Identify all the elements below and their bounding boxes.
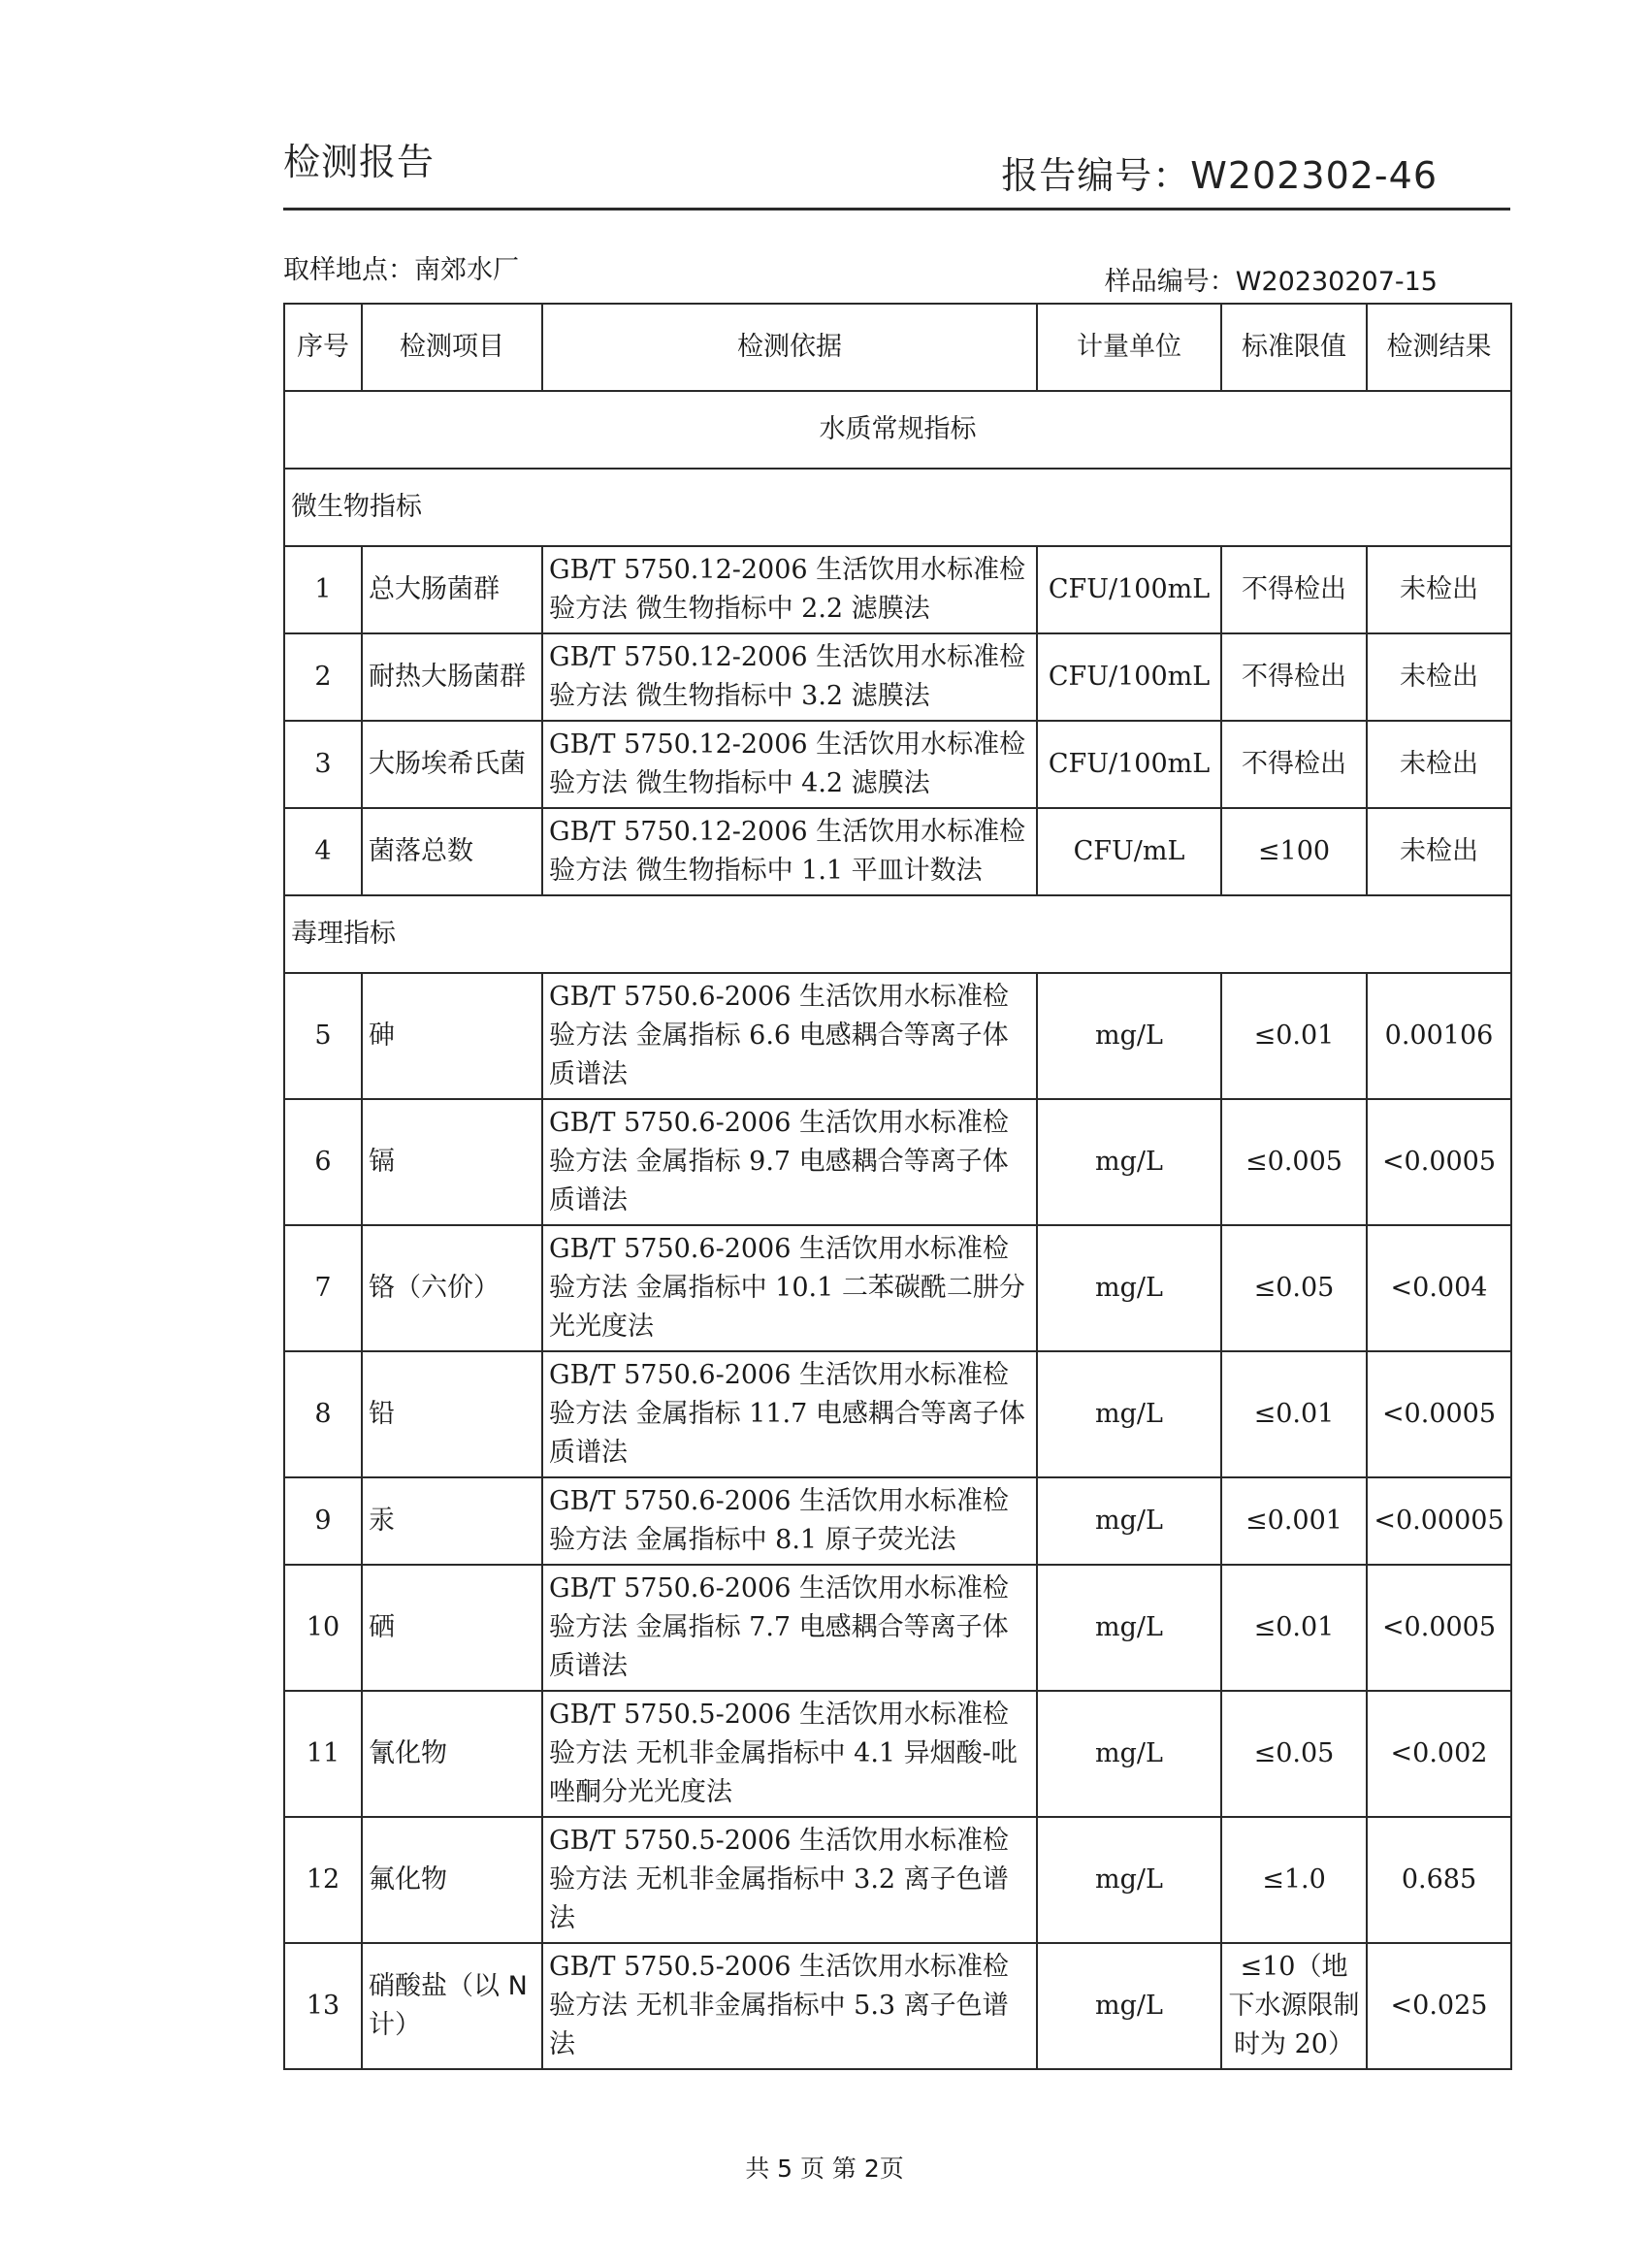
row-number: 13 (284, 1943, 362, 2069)
row-basis: GB/T 5750.5-2006 生活饮用水标准检验方法 无机非金属指标中 3.2 离子色谱法 (542, 1817, 1037, 1943)
row-limit: 不得检出 (1221, 633, 1367, 721)
row-item: 硒 (362, 1565, 542, 1691)
table-row (284, 1943, 1511, 2069)
row-number: 2 (284, 633, 362, 721)
row-limit: ≤0.05 (1221, 1225, 1367, 1351)
row-number: 9 (284, 1477, 362, 1565)
table-row (284, 808, 1511, 895)
row-result: 未检出 (1367, 633, 1511, 721)
table-row (284, 1565, 1511, 1691)
row-limit: ≤0.001 (1221, 1477, 1367, 1565)
row-limit: 不得检出 (1221, 721, 1367, 808)
row-limit: ≤1.0 (1221, 1817, 1367, 1943)
row-item: 铬（六价） (362, 1225, 542, 1351)
row-unit: mg/L (1037, 1943, 1221, 2069)
row-unit: mg/L (1037, 1225, 1221, 1351)
row-basis: GB/T 5750.6-2006 生活饮用水标准检验方法 金属指标 7.7 电感耦合等离子体质谱法 (542, 1565, 1037, 1691)
row-limit: ≤0.05 (1221, 1691, 1367, 1817)
row-number: 12 (284, 1817, 362, 1943)
table-row (284, 546, 1511, 633)
row-unit: mg/L (1037, 1565, 1221, 1691)
row-result: 0.00106 (1367, 973, 1511, 1099)
row-item: 总大肠菌群 (362, 546, 542, 633)
row-basis: GB/T 5750.6-2006 生活饮用水标准检验方法 金属指标 6.6 电感耦合等离子体质谱法 (542, 973, 1037, 1099)
row-basis: GB/T 5750.5-2006 生活饮用水标准检验方法 无机非金属指标中 4.1 异烟酸-吡唑酮分光光度法 (542, 1691, 1037, 1817)
table-row (284, 1477, 1511, 1565)
table-header-row (284, 304, 1511, 391)
row-basis: GB/T 5750.6-2006 生活饮用水标准检验方法 金属指标中 10.1 二苯碳酰二肼分光光度法 (542, 1225, 1037, 1351)
row-result: <0.0005 (1367, 1565, 1511, 1691)
table-row (284, 973, 1511, 1099)
page-footer: 共 5 页 第 2页 (745, 2155, 904, 2183)
row-item: 汞 (362, 1477, 542, 1565)
row-item: 氰化物 (362, 1691, 542, 1817)
row-result: 未检出 (1367, 546, 1511, 633)
row-result: 0.685 (1367, 1817, 1511, 1943)
row-number: 4 (284, 808, 362, 895)
row-result: 未检出 (1367, 808, 1511, 895)
row-item: 大肠埃希氏菌 (362, 721, 542, 808)
row-item: 氟化物 (362, 1817, 542, 1943)
row-basis: GB/T 5750.6-2006 生活饮用水标准检验方法 金属指标中 8.1 原子荧光法 (542, 1477, 1037, 1565)
report-number: 报告编号：W202302-46 (1001, 154, 1438, 197)
row-limit: ≤0.01 (1221, 973, 1367, 1099)
table-row (284, 1351, 1511, 1477)
row-number: 10 (284, 1565, 362, 1691)
row-item: 菌落总数 (362, 808, 542, 895)
row-limit: ≤0.005 (1221, 1099, 1367, 1225)
section-title: 水质常规指标 (284, 391, 1511, 469)
col-header-limit: 标准限值 (1221, 304, 1367, 391)
row-limit: ≤100 (1221, 808, 1367, 895)
row-basis: GB/T 5750.6-2006 生活饮用水标准检验方法 金属指标 11.7 电感耦合等离子体质谱法 (542, 1351, 1037, 1477)
table-row (284, 633, 1511, 721)
row-result: <0.00005 (1367, 1477, 1511, 1565)
category-label: 微生物指标 (284, 469, 1511, 546)
results-table (283, 303, 1512, 2070)
sample-number: 样品编号：W20230207-15 (1104, 267, 1438, 297)
table-row (284, 1225, 1511, 1351)
row-unit: mg/L (1037, 1099, 1221, 1225)
row-limit: ≤10（地下水源限制时为 20） (1221, 1943, 1367, 2069)
col-header-result: 检测结果 (1367, 304, 1511, 391)
row-unit: CFU/mL (1037, 808, 1221, 895)
row-basis: GB/T 5750.12-2006 生活饮用水标准检验方法 微生物指标中 1.1 平皿计数法 (542, 808, 1037, 895)
row-item: 镉 (362, 1099, 542, 1225)
row-unit: mg/L (1037, 973, 1221, 1099)
row-unit: mg/L (1037, 1351, 1221, 1477)
row-item: 硝酸盐（以 N 计） (362, 1943, 542, 2069)
row-result: <0.0005 (1367, 1099, 1511, 1225)
row-result: <0.0005 (1367, 1351, 1511, 1477)
row-limit: 不得检出 (1221, 546, 1367, 633)
row-item: 耐热大肠菌群 (362, 633, 542, 721)
row-result: <0.025 (1367, 1943, 1511, 2069)
col-header-basis: 检测依据 (542, 304, 1037, 391)
sampling-location: 取样地点：南郊水厂 (283, 255, 519, 285)
row-unit: CFU/100mL (1037, 546, 1221, 633)
report-title: 检测报告 (283, 141, 436, 183)
row-unit: CFU/100mL (1037, 721, 1221, 808)
col-header-unit: 计量单位 (1037, 304, 1221, 391)
row-number: 1 (284, 546, 362, 633)
section-row (284, 391, 1511, 469)
row-unit: mg/L (1037, 1691, 1221, 1817)
row-number: 11 (284, 1691, 362, 1817)
col-header-no: 序号 (284, 304, 362, 391)
row-basis: GB/T 5750.6-2006 生活饮用水标准检验方法 金属指标 9.7 电感耦合等离子体质谱法 (542, 1099, 1037, 1225)
row-unit: mg/L (1037, 1477, 1221, 1565)
row-limit: ≤0.01 (1221, 1565, 1367, 1691)
row-number: 7 (284, 1225, 362, 1351)
row-number: 6 (284, 1099, 362, 1225)
row-basis: GB/T 5750.12-2006 生活饮用水标准检验方法 微生物指标中 4.2 滤膜法 (542, 721, 1037, 808)
col-header-item: 检测项目 (362, 304, 542, 391)
header-rule (283, 208, 1510, 211)
row-unit: mg/L (1037, 1817, 1221, 1943)
row-result: <0.004 (1367, 1225, 1511, 1351)
row-result: 未检出 (1367, 721, 1511, 808)
row-number: 3 (284, 721, 362, 808)
row-number: 8 (284, 1351, 362, 1477)
row-limit: ≤0.01 (1221, 1351, 1367, 1477)
row-item: 砷 (362, 973, 542, 1099)
category-label: 毒理指标 (284, 895, 1511, 973)
row-item: 铅 (362, 1351, 542, 1477)
table-row (284, 721, 1511, 808)
table-row (284, 1099, 1511, 1225)
table-row (284, 1691, 1511, 1817)
row-unit: CFU/100mL (1037, 633, 1221, 721)
row-basis: GB/T 5750.5-2006 生活饮用水标准检验方法 无机非金属指标中 5.3 离子色谱法 (542, 1943, 1037, 2069)
row-basis: GB/T 5750.12-2006 生活饮用水标准检验方法 微生物指标中 2.2 滤膜法 (542, 546, 1037, 633)
category-row (284, 895, 1511, 973)
row-result: <0.002 (1367, 1691, 1511, 1817)
row-basis: GB/T 5750.12-2006 生活饮用水标准检验方法 微生物指标中 3.2 滤膜法 (542, 633, 1037, 721)
table-row (284, 1817, 1511, 1943)
row-number: 5 (284, 973, 362, 1099)
category-row (284, 469, 1511, 546)
